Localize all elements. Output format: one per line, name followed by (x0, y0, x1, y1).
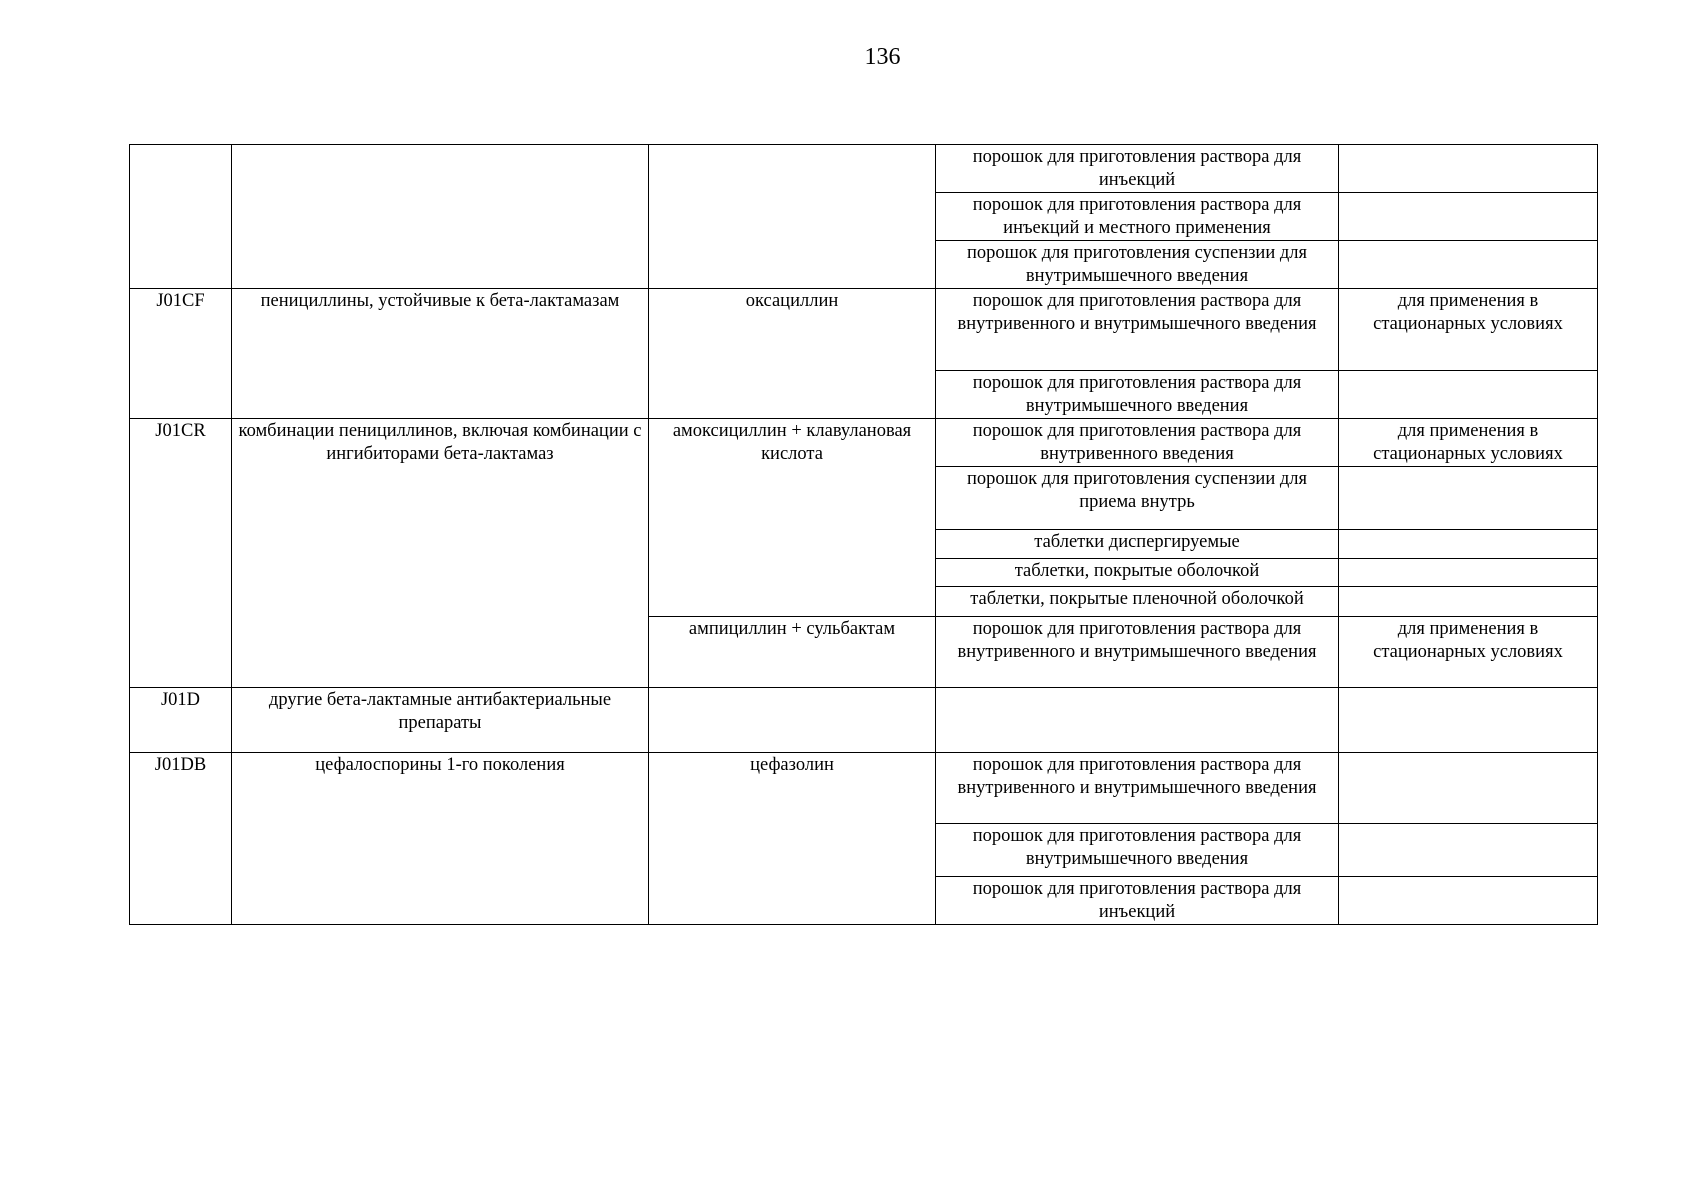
table-row (130, 419, 1598, 467)
drug-name-cell: оксациллин (649, 289, 936, 419)
note-cell (1339, 688, 1598, 753)
note-cell (1339, 467, 1598, 530)
dosage-form-cell: порошок для приготовления раствора для инъекций (936, 877, 1339, 925)
atc-group-cell: другие бета-лактамные антибактериальные препараты (232, 688, 649, 753)
drug-name-cell: цефазолин (649, 753, 936, 925)
atc-code-cell: J01DB (130, 753, 232, 925)
note-cell: для применения в стационарных условиях (1339, 419, 1598, 467)
note-cell (1339, 753, 1598, 824)
note-cell: для применения в стационарных условиях (1339, 617, 1598, 688)
drug-name-cell: ампициллин + сульбактам (649, 617, 936, 688)
dosage-form-cell: таблетки, покрытые пленочной оболочкой (936, 587, 1339, 617)
dosage-form-cell: порошок для приготовления раствора для внутримышечного введения (936, 824, 1339, 877)
note-cell (1339, 587, 1598, 617)
atc-code-cell: J01CR (130, 419, 232, 688)
dosage-form-cell: порошок для приготовления раствора для внутривенного и внутримышечного введения (936, 289, 1339, 371)
table-row (130, 688, 1598, 753)
atc-group-cell: цефалоспорины 1-го поколения (232, 753, 649, 925)
page-number: 136 (864, 44, 901, 70)
note-cell (1339, 371, 1598, 419)
dosage-form-cell: порошок для приготовления раствора для внутримышечного введения (936, 371, 1339, 419)
table-row (130, 289, 1598, 371)
drug-name-cell (649, 688, 936, 753)
dosage-form-cell: таблетки, покрытые оболочкой (936, 559, 1339, 587)
table-row (130, 753, 1598, 824)
note-cell (1339, 530, 1598, 559)
dosage-form-cell: порошок для приготовления суспензии для приема внутрь (936, 467, 1339, 530)
dosage-form-cell: порошок для приготовления суспензии для внутримышечного введения (936, 241, 1339, 289)
dosage-form-cell: порошок для приготовления раствора для внутривенного и внутримышечного введения (936, 617, 1339, 688)
note-cell (1339, 193, 1598, 241)
atc-code-cell: J01D (130, 688, 232, 753)
atc-group-cell: комбинации пенициллинов, включая комбинации с ингибиторами бета-лактамаз (232, 419, 649, 688)
drug-table (129, 144, 1598, 925)
dosage-form-cell: таблетки диспергируемые (936, 530, 1339, 559)
dosage-form-cell: порошок для приготовления раствора для внутривенного и внутримышечного введения (936, 753, 1339, 824)
atc-code-cell: J01CF (130, 289, 232, 419)
atc-group-cell (232, 145, 649, 289)
note-cell (1339, 824, 1598, 877)
dosage-form-cell (936, 688, 1339, 753)
drug-name-cell: амоксициллин + клавулановая кислота (649, 419, 936, 617)
atc-group-cell: пенициллины, устойчивые к бета-лактамазам (232, 289, 649, 419)
table-row (130, 145, 1598, 193)
note-cell (1339, 145, 1598, 193)
note-cell (1339, 241, 1598, 289)
dosage-form-cell: порошок для приготовления раствора для внутривенного введения (936, 419, 1339, 467)
dosage-form-cell: порошок для приготовления раствора для инъекций и местного применения (936, 193, 1339, 241)
atc-code-cell (130, 145, 232, 289)
note-cell: для применения в стационарных условиях (1339, 289, 1598, 371)
note-cell (1339, 559, 1598, 587)
drug-name-cell (649, 145, 936, 289)
dosage-form-cell: порошок для приготовления раствора для инъекций (936, 145, 1339, 193)
note-cell (1339, 877, 1598, 925)
